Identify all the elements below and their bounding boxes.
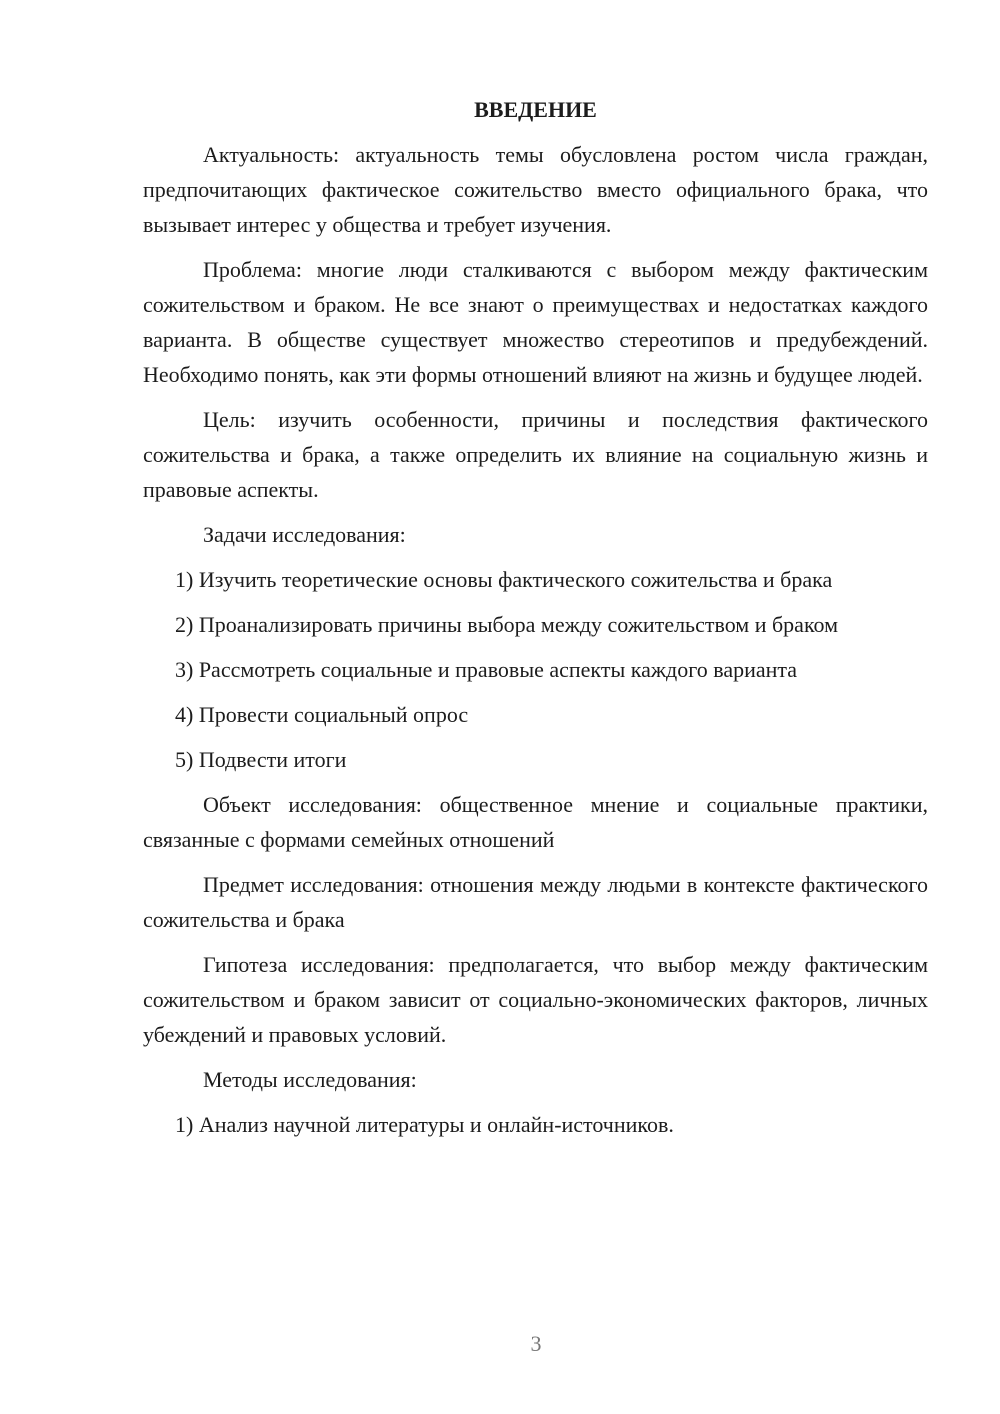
page-number: 3 (530, 1331, 542, 1356)
tasks-heading: Задачи исследования: (203, 522, 406, 547)
task-item: 2) Проанализировать причины выбора между сожительством и браком (175, 612, 839, 637)
paragraph-relevance: Актуальность: актуальность темы обусловлена ростом числа граждан, предпочитающих фактическое сожительство вместо официального брака, что вызывает интерес у общества и требует изучения. (143, 142, 928, 237)
task-item: 3) Рассмотреть социальные и правовые аспекты каждого варианта (175, 657, 798, 682)
document-page (143, 92, 928, 1152)
paragraph-goal: Цель: изучить особенности, причины и последствия фактического сожительства и брака, а также определить их влияние на социальную жизнь и правовые аспекты. (143, 407, 928, 502)
paragraph-hypothesis: Гипотеза исследования: предполагается, что выбор между фактическим сожительством и браком зависит от социально-экономических факторов, личных убеждений и правовых условий. (143, 952, 928, 1047)
task-item: 4) Провести социальный опрос (175, 702, 469, 727)
methods-heading: Методы исследования: (203, 1067, 417, 1092)
section-title: ВВЕДЕНИЕ (474, 97, 597, 122)
task-item: 5) Подвести итоги (175, 747, 347, 772)
paragraph-subject: Предмет исследования: отношения между людьми в контексте фактического сожительства и брака (143, 872, 928, 932)
paragraph-problem: Проблема: многие люди сталкиваются с выбором между фактическим сожительством и браком. Не все знают о преимуществах и недостатках каждого варианта. В обществе существует множество стереотипов и предубеждений. Необходимо понять, как эти формы отношений влияют на жизнь и будущее людей. (143, 257, 928, 387)
method-item: 1) Анализ научной литературы и онлайн-источников. (175, 1112, 674, 1137)
paragraph-object: Объект исследования: общественное мнение и социальные практики, связанные с формами семейных отношений (143, 792, 928, 852)
task-item: 1) Изучить теоретические основы фактического сожительства и брака (175, 567, 833, 592)
